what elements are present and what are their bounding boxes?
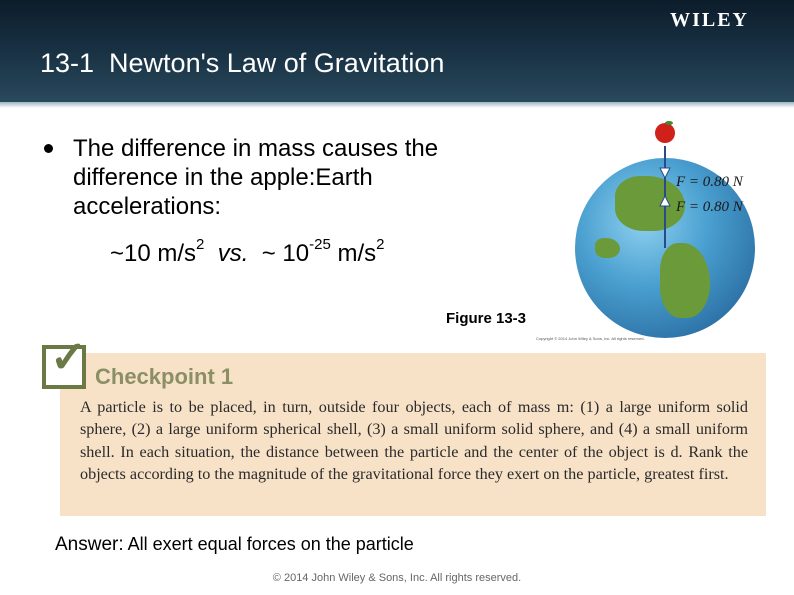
down-arrow-icon <box>660 168 670 178</box>
earth-unit-exponent: 2 <box>376 236 385 253</box>
acceleration-comparison <box>110 236 385 268</box>
header-divider <box>0 102 794 108</box>
checkmark-icon: ✓ <box>50 333 87 382</box>
bullet-icon <box>44 144 53 153</box>
apple-leaf-icon <box>665 121 673 125</box>
force-arrows <box>570 118 760 343</box>
force-label-1: F = 0.80 N <box>676 174 743 190</box>
vs-label: vs. <box>217 240 249 267</box>
checkpoint-title: Checkpoint 1 <box>95 364 234 389</box>
answer-line <box>55 534 414 556</box>
slide-title: 13-1 Newton's Law of Gravitation <box>40 48 445 78</box>
earth-apple-figure <box>570 118 760 343</box>
apple-exponent: 2 <box>196 236 205 253</box>
answer-label: Answer: <box>55 534 124 555</box>
figure-copyright: Copyright © 2014 John Wiley & Sons, Inc. All rights reserved. <box>536 336 645 341</box>
earth-exponent: -25 <box>309 236 331 253</box>
force-label-2: F = 0.80 N <box>676 199 743 215</box>
checkpoint-text: A particle is to be placed, in turn, outside four objects, each of mass m: (1) a large uniform solid sphere, (2) a large uniform spherical shell, (3) a small uniform solid sphere, and (4) a small uniform shell. In each situation, the distance between the particle and the center of the object is d. Rank the objects according to the magnitude of the gravitational force they exert on the particle, greatest first. <box>80 398 748 483</box>
bullet-text: The difference in mass causes the difference in the apple:Earth accelerations: <box>73 135 439 220</box>
apple-icon <box>655 123 675 143</box>
footer-copyright: © 2014 John Wiley & Sons, Inc. All rights reserved. <box>272 572 522 584</box>
up-arrow-icon <box>660 196 670 206</box>
earth-acceleration: ~ 10 <box>261 240 310 267</box>
figure-caption: Figure 13-3 <box>446 310 527 327</box>
earth-unit: m/s <box>330 240 377 267</box>
wiley-logo: WILEY <box>670 9 749 31</box>
answer-text: All exert equal forces on the particle <box>123 534 414 554</box>
apple-acceleration: ~10 m/s <box>110 240 197 267</box>
